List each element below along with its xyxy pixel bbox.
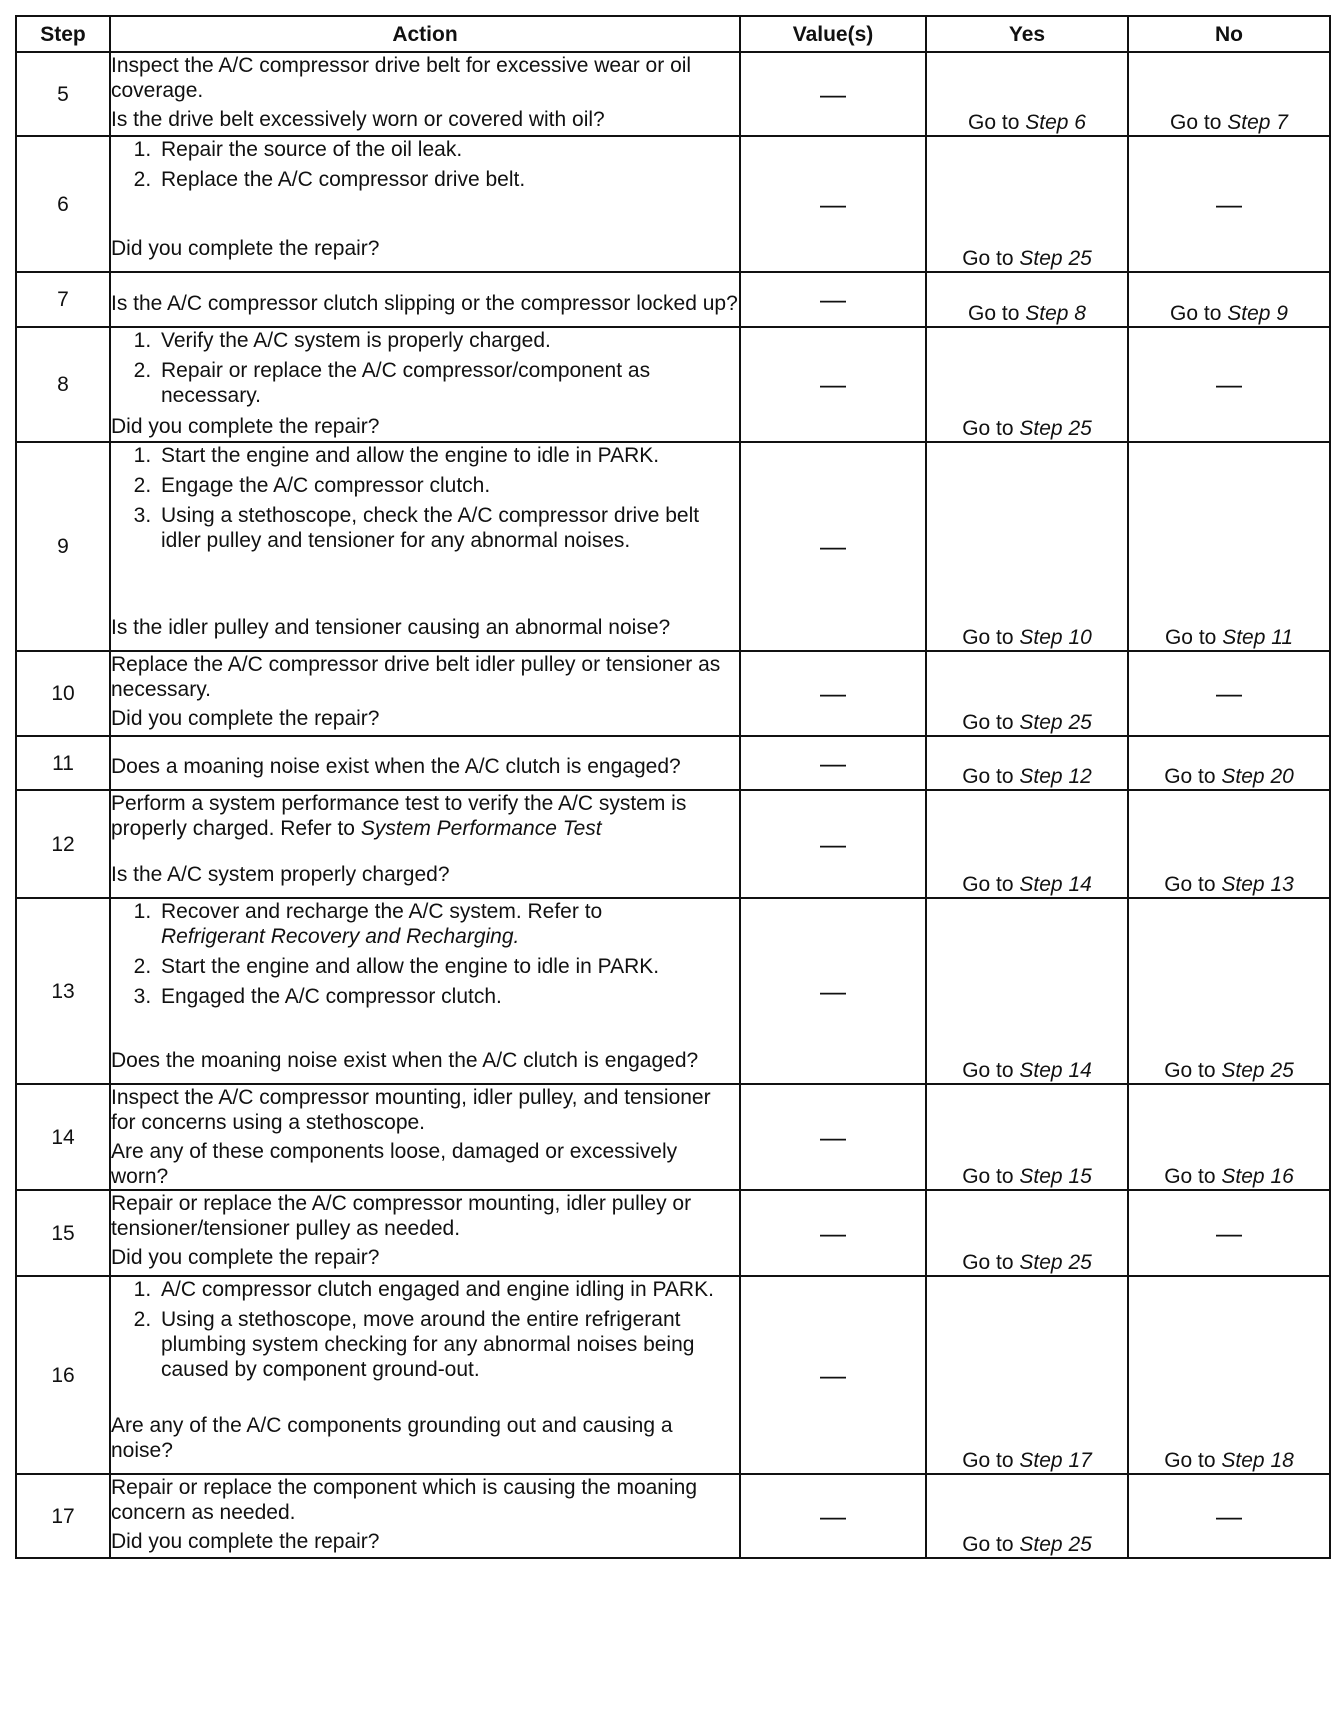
diagnostic-page [15,15,1329,1559]
yes-result [926,327,1128,442]
go-to-step-link[interactable]: Step 25 [1019,247,1092,270]
step-question: Did you complete the repair? [111,415,380,438]
action-cell [110,1276,740,1474]
yes-result [926,736,1128,790]
procedure-text: Using a stethoscope, move around the entire refrigerant plumbing system checking for any abnormal noises being caused by component ground-out. [161,1308,695,1381]
action-cell [110,651,740,736]
procedure-text: A/C compressor clutch engaged and engine idling in PARK. [161,1278,714,1301]
go-to-step-link[interactable]: Step 8 [1025,302,1086,325]
go-to-label: Go to [1170,302,1222,325]
procedure-item [157,167,739,192]
table-row [16,790,1330,898]
action-content [111,1191,739,1270]
procedure-item [157,443,739,468]
action-intro: Repair or replace the A/C compressor mounting, idler pulley or tensioner/tensioner pulley as needed. [111,1192,692,1240]
no-result [1128,736,1330,790]
procedure-item [157,503,739,553]
step-number: 7 [16,272,110,327]
procedure-list [111,137,739,192]
go-to-step-link[interactable]: Step 6 [1025,111,1086,134]
table-body [16,52,1330,1558]
action-content [111,791,739,887]
go-to-step-link[interactable]: Step 7 [1227,111,1288,134]
go-to-step-link[interactable]: Step 9 [1227,302,1288,325]
action-instructions [111,652,739,706]
step-question: Are any of the A/C components grounding out and causing a noise? [111,1414,673,1462]
procedure-item [157,954,739,979]
go-to-step-link[interactable]: Step 12 [1019,765,1092,788]
go-to-label: Go to [1164,765,1216,788]
action-instructions [111,1277,739,1388]
value-cell: — [740,442,926,651]
step-question: Is the idler pulley and tensioner causing an abnormal noise? [111,616,671,639]
step-question: Did you complete the repair? [111,1246,380,1269]
value-cell: — [740,790,926,898]
header-no: No [1128,16,1330,52]
procedure-text: Verify the A/C system is properly charged. [161,329,551,352]
procedure-text: Repair the source of the oil leak. [161,138,463,161]
procedure-item [157,358,739,408]
procedure-list [111,1277,739,1382]
procedure-item [157,899,739,949]
action-text [111,791,739,841]
procedure-text: Start the engine and allow the engine to idle in PARK. [161,444,660,467]
value-cell: — [740,1474,926,1558]
no-result [1128,442,1330,651]
procedure-list [111,328,739,408]
header-values: Value(s) [740,16,926,52]
value-cell: — [740,1276,926,1474]
yes-result [926,1474,1128,1558]
action-cell [110,1474,740,1558]
action-text [111,1475,739,1525]
procedure-item [157,1277,739,1302]
no-result [1128,1276,1330,1474]
go-to-step-link[interactable]: Step 13 [1221,873,1294,896]
go-to-step-link[interactable]: Step 25 [1019,1251,1092,1274]
go-to-label: Go to [1164,626,1217,649]
value-cell: — [740,1084,926,1190]
go-to-label: Go to [1164,1059,1216,1082]
procedure-text: Recover and recharge the A/C system. Refer to [161,900,603,923]
action-content [111,899,739,1073]
go-to-step-link[interactable]: Step 18 [1221,1449,1294,1472]
action-cell [110,736,740,790]
table-row [16,52,1330,136]
action-content [111,737,739,779]
no-result [1128,272,1330,327]
table-row [16,327,1330,442]
go-to-label: Go to [962,1449,1014,1472]
action-instructions [111,791,739,845]
step-question: Did you complete the repair? [111,1530,380,1553]
yes-result [926,442,1128,651]
go-to-step-link[interactable]: Step 25 [1019,417,1092,440]
go-to-label: Go to [1164,873,1216,896]
procedure-text: Using a stethoscope, check the A/C compressor drive belt idler pulley and tensioner for any abnormal noises. [161,504,700,552]
procedure-text: Start the engine and allow the engine to idle in PARK. [161,955,660,978]
step-question: Is the A/C compressor clutch slipping or the compressor locked up? [111,292,738,315]
action-text [111,1191,739,1241]
procedure-text: Engage the A/C compressor clutch. [161,474,491,497]
go-to-step-link[interactable]: Step 14 [1019,873,1092,896]
action-content [111,652,739,731]
table-row [16,1474,1330,1558]
action-intro: Perform a system performance test to verify the A/C system is properly charged. Refer to [111,792,687,840]
go-to-step-link[interactable]: Step 25 [1221,1059,1294,1082]
table-row [16,651,1330,736]
yes-result [926,898,1128,1084]
go-to-step-link[interactable]: Step 16 [1221,1165,1294,1188]
yes-result [926,1276,1128,1474]
procedure-text: Replace the A/C compressor drive belt. [161,168,526,191]
no-result [1128,52,1330,136]
action-instructions [111,328,739,414]
action-instructions [111,1475,739,1529]
action-content [111,328,739,439]
step-number: 5 [16,52,110,136]
yes-result [926,1084,1128,1190]
yes-result [926,52,1128,136]
action-cell [110,272,740,327]
no-result-dash: — [1128,136,1330,272]
value-cell: — [740,52,926,136]
action-intro: Inspect the A/C compressor mounting, idler pulley, and tensioner for concerns using a stethoscope. [111,1086,711,1134]
go-to-label: Go to [962,626,1014,649]
reference-link: System Performance Test [360,817,602,840]
header-row [16,16,1330,52]
value-cell: — [740,136,926,272]
no-result-dash: — [1128,1474,1330,1558]
step-question: Are any of these components loose, damaged or excessively worn? [111,1140,678,1188]
action-content [111,137,739,261]
action-instructions [111,53,739,107]
yes-result [926,790,1128,898]
step-question: Did you complete the repair? [111,707,380,730]
diagnostic-table [15,15,1331,1559]
action-intro: Replace the A/C compressor drive belt idler pulley or tensioner as necessary. [111,653,721,701]
step-question: Does the moaning noise exist when the A/C clutch is engaged? [111,1049,699,1072]
step-number: 17 [16,1474,110,1558]
table-row [16,1190,1330,1276]
action-text [111,652,739,702]
step-number: 8 [16,327,110,442]
action-instructions [111,137,739,198]
action-instructions [111,1085,739,1139]
table-row [16,136,1330,272]
step-number: 14 [16,1084,110,1190]
table-row [16,898,1330,1084]
step-question: Is the A/C system properly charged? [111,863,450,886]
action-cell [110,327,740,442]
procedure-item [157,1307,739,1382]
action-cell [110,1190,740,1276]
value-cell: — [740,736,926,790]
step-question: Does a moaning noise exist when the A/C clutch is engaged? [111,755,681,778]
no-result [1128,898,1330,1084]
value-cell: — [740,327,926,442]
yes-result [926,651,1128,736]
action-content [111,1475,739,1554]
table-row [16,272,1330,327]
no-result-dash: — [1128,327,1330,442]
action-text [111,53,739,103]
action-content [111,443,739,640]
go-to-label: Go to [962,417,1014,440]
table-row [16,736,1330,790]
go-to-label: Go to [1170,111,1222,134]
step-question: Did you complete the repair? [111,237,380,260]
step-number: 15 [16,1190,110,1276]
step-number: 9 [16,442,110,651]
action-cell [110,442,740,651]
action-content [111,1085,739,1189]
action-cell [110,898,740,1084]
go-to-label: Go to [968,111,1020,134]
go-to-label: Go to [1164,1165,1216,1188]
no-result [1128,1084,1330,1190]
go-to-step-link[interactable]: Step 15 [1019,1165,1092,1188]
go-to-label: Go to [962,711,1014,734]
reference-link: Refrigerant Recovery and Recharging. [161,925,520,948]
value-cell: — [740,1190,926,1276]
procedure-list [111,443,739,553]
go-to-step-link[interactable]: Step 25 [1019,711,1092,734]
value-cell: — [740,651,926,736]
no-result [1128,790,1330,898]
action-content [111,273,739,316]
action-instructions [111,443,739,559]
go-to-step-link[interactable]: Step 14 [1019,1059,1092,1082]
yes-result [926,1190,1128,1276]
value-cell: — [740,272,926,327]
step-number: 16 [16,1276,110,1474]
table-row [16,1276,1330,1474]
no-result-dash: — [1128,651,1330,736]
header-step: Step [16,16,110,52]
value-cell: — [740,898,926,1084]
go-to-label: Go to [962,1251,1014,1274]
table-row [16,442,1330,651]
action-cell [110,790,740,898]
go-to-step-link[interactable]: Step 20 [1221,765,1294,788]
go-to-label: Go to [962,1165,1014,1188]
action-cell [110,1084,740,1190]
action-cell [110,52,740,136]
step-number: 11 [16,736,110,790]
procedure-text: Repair or replace the A/C compressor/component as necessary. [161,359,651,407]
procedure-item [157,328,739,353]
procedure-item [157,984,739,1009]
go-to-label: Go to [1164,1449,1216,1472]
table-row [16,1084,1330,1190]
action-content [111,53,739,132]
action-instructions [111,1191,739,1245]
procedure-item [157,473,739,498]
step-question: Is the drive belt excessively worn or covered with oil? [111,108,605,131]
procedure-list [111,899,739,1009]
go-to-label: Go to [962,765,1014,788]
go-to-step-link[interactable]: Step 10 [1019,626,1092,649]
header-yes: Yes [926,16,1128,52]
action-instructions [111,899,739,1015]
step-number: 10 [16,651,110,736]
header-action: Action [110,16,740,52]
go-to-step-link[interactable]: Step 17 [1019,1449,1092,1472]
yes-result [926,136,1128,272]
action-intro: Repair or replace the component which is causing the moaning concern as needed. [111,1476,698,1524]
step-number: 13 [16,898,110,1084]
go-to-label: Go to [962,1533,1014,1556]
action-cell [110,136,740,272]
step-number: 12 [16,790,110,898]
procedure-item [157,137,739,162]
action-text [111,1085,739,1135]
action-intro: Inspect the A/C compressor drive belt for excessive wear or oil coverage. [111,54,692,102]
go-to-step-link[interactable]: Step 11 [1222,626,1294,649]
go-to-label: Go to [968,302,1020,325]
procedure-text: Engaged the A/C compressor clutch. [161,985,502,1008]
action-content [111,1277,739,1463]
no-result-dash: — [1128,1190,1330,1276]
yes-result [926,272,1128,327]
go-to-label: Go to [962,873,1014,896]
go-to-label: Go to [962,247,1014,270]
go-to-step-link[interactable]: Step 25 [1019,1533,1092,1556]
step-number: 6 [16,136,110,272]
go-to-label: Go to [962,1059,1014,1082]
